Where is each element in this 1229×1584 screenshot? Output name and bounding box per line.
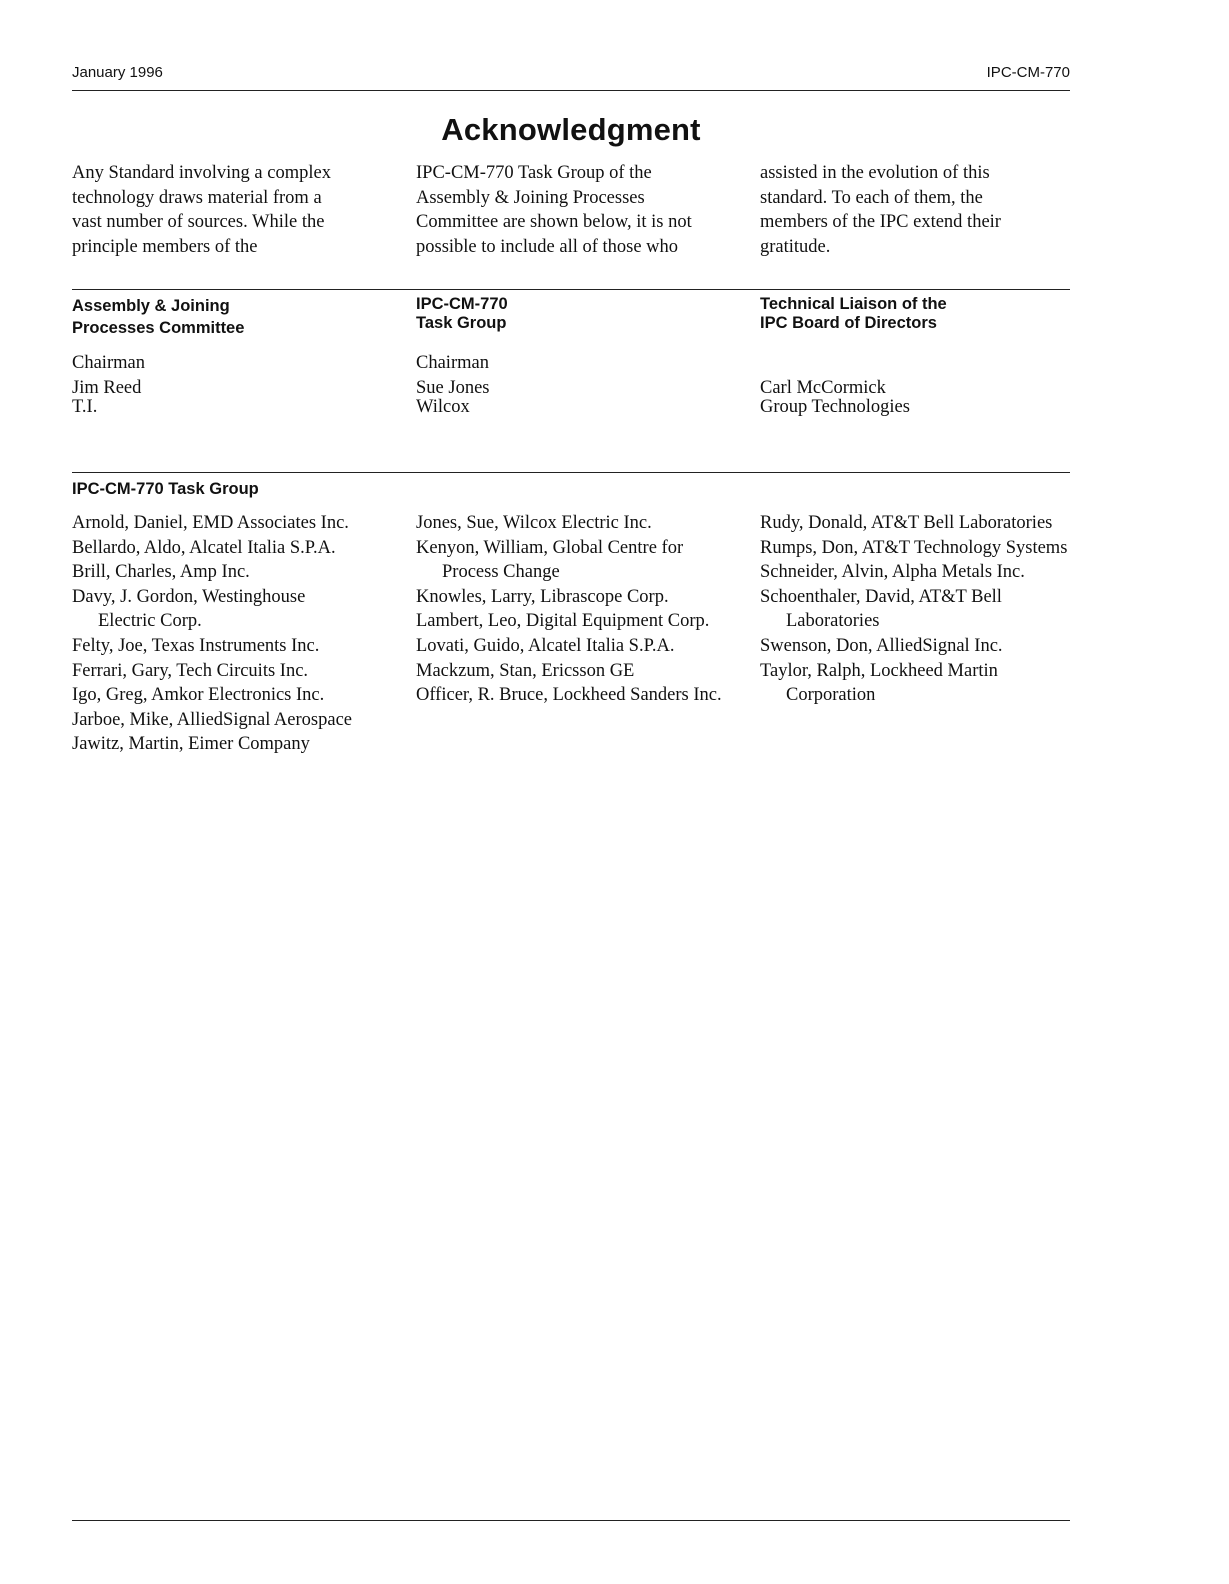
intro-column-1 (72, 161, 402, 259)
committee-heading-line: Assembly & Joining (72, 297, 230, 315)
header-rule (72, 90, 1070, 91)
section-rule (72, 472, 1070, 473)
list-item: Taylor, Ralph, Lockheed Martin Corporation (760, 660, 998, 706)
list-item: Felty, Joe, Texas Instruments Inc. (72, 635, 320, 656)
committee-name: Carl McCormick (760, 378, 886, 398)
intro-line: principle members of the (72, 236, 258, 257)
committee-heading-line: IPC Board of Directors (760, 314, 937, 332)
committee-technical-liaison (760, 295, 1070, 417)
intro-line: possible to include all of those who (416, 236, 679, 257)
intro-line: gratitude. (760, 236, 831, 257)
list-item: Swenson, Don, AlliedSignal Inc. (760, 635, 1003, 656)
list-item: Bellardo, Aldo, Alcatel Italia S.P.A. (72, 537, 336, 558)
list-item: Ferrari, Gary, Tech Circuits Inc. (72, 660, 309, 681)
committee-heading (760, 295, 1070, 333)
footer-rule (72, 1520, 1070, 1521)
committee-name: Sue Jones (416, 378, 490, 398)
list-item: Jawitz, Martin, Eimer Company (72, 734, 310, 755)
list-item: Jones, Sue, Wilcox Electric Inc. (416, 513, 652, 533)
member-column-3 (760, 511, 1070, 708)
task-group-heading: IPC-CM-770 Task Group (72, 480, 259, 498)
list-item: Brill, Charles, Amp Inc. (72, 562, 250, 583)
list-item: Schneider, Alvin, Alpha Metals Inc. (760, 562, 1025, 583)
intro-line: Committee are shown below, it is not (416, 212, 692, 233)
list-item: Lovati, Guido, Alcatel Italia S.P.A. (416, 635, 675, 656)
committee-task-group (416, 295, 746, 417)
committee-role: Chairman (72, 353, 145, 373)
header-doc-id: IPC-CM-770 (986, 64, 1070, 81)
committee-company: Wilcox (416, 397, 470, 417)
header-date: January 1996 (72, 64, 163, 81)
intro-line: standard. To each of them, the (760, 187, 983, 208)
list-item: Kenyon, William, Global Centre for Process Change (416, 537, 684, 583)
list-item: Officer, R. Bruce, Lockheed Sanders Inc. (416, 685, 722, 706)
committee-heading (416, 295, 746, 333)
committee-heading-line: Task Group (416, 314, 507, 332)
committee-heading-line: Technical Liaison of the (760, 295, 947, 313)
member-column-1 (72, 511, 397, 757)
committee-heading (72, 295, 402, 339)
intro-line: members of the IPC extend their (760, 212, 1001, 233)
committee-company: T.I. (72, 397, 98, 417)
member-column-2 (416, 511, 728, 708)
committee-name: Jim Reed (72, 378, 142, 398)
committee-heading-line: IPC-CM-770 (416, 295, 508, 313)
list-item: Rudy, Donald, AT&T Bell Laboratories (760, 513, 1053, 533)
list-item: Igo, Greg, Amkor Electronics Inc. (72, 685, 325, 706)
list-item: Mackzum, Stan, Ericsson GE (416, 660, 635, 681)
committee-company: Group Technologies (760, 397, 910, 417)
intro-line: Assembly & Joining Processes (416, 187, 645, 208)
intro-line: Any Standard involving a complex (72, 163, 331, 183)
intro-column-2 (416, 161, 746, 259)
committee-role: Chairman (416, 353, 489, 373)
list-item: Knowles, Larry, Librascope Corp. (416, 586, 669, 607)
list-item: Schoenthaler, David, AT&T Bell Laboratories (760, 586, 1002, 632)
intro-line: assisted in the evolution of this (760, 163, 990, 183)
page-title: Acknowledgment (441, 112, 701, 147)
list-item: Arnold, Daniel, EMD Associates Inc. (72, 513, 349, 533)
intro-line: vast number of sources. While the (72, 212, 325, 233)
list-item: Davy, J. Gordon, Westinghouse Electric Corp. (72, 586, 306, 632)
intro-line: technology draws material from a (72, 187, 322, 208)
intro-line: IPC-CM-770 Task Group of the (416, 163, 652, 183)
section-rule (72, 289, 1070, 290)
intro-column-3 (760, 161, 1070, 259)
list-item: Rumps, Don, AT&T Technology Systems (760, 537, 1068, 558)
committee-assembly-joining (72, 295, 402, 417)
committee-heading-line: Processes Committee (72, 319, 245, 337)
list-item: Jarboe, Mike, AlliedSignal Aerospace (72, 709, 353, 730)
list-item: Lambert, Leo, Digital Equipment Corp. (416, 611, 710, 632)
